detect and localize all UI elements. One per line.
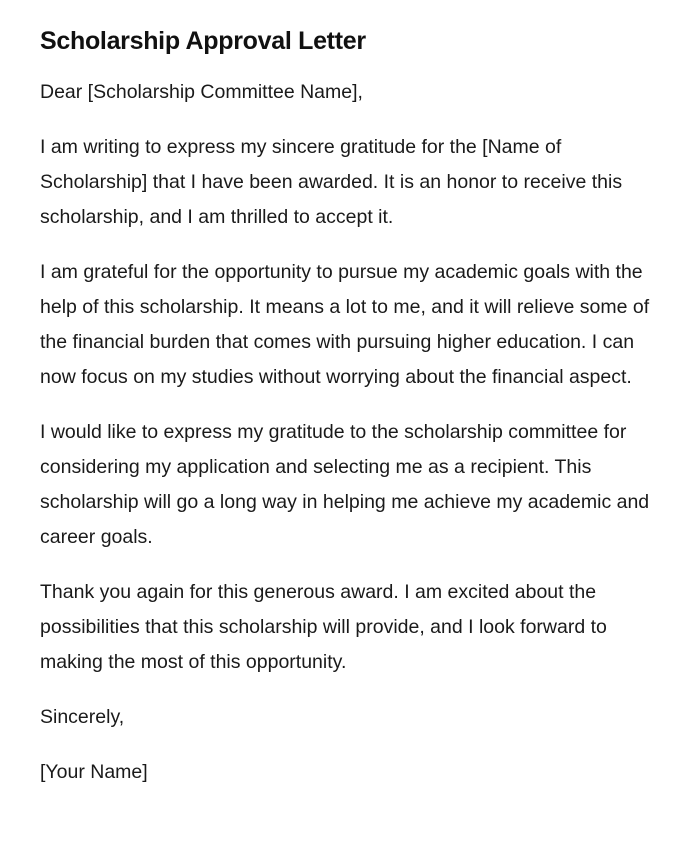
letter-paragraph-3: I would like to express my gratitude to the scholarship committee for considering my application and selecting me as a recipient. This scholarship will go a long way in helping me achieve my academic and career goals. bbox=[40, 421, 650, 548]
letter-salutation: Dear [Scholarship Committee Name], bbox=[40, 81, 363, 103]
letter-closing: Sincerely, bbox=[40, 706, 125, 728]
letter-paragraph-4: Thank you again for this generous award. I am excited about the possibilities that this scholarship will provide, and I look forward to making the most of this opportunity. bbox=[40, 581, 607, 673]
letter-paragraph-2: I am grateful for the opportunity to pursue my academic goals with the help of this scholarship. It means a lot to me, and it will relieve some of the financial burden that comes with pursuing higher education. I can now focus on my studies without worrying about the financial aspect. bbox=[40, 261, 650, 388]
letter-signature: [Your Name] bbox=[40, 761, 148, 783]
letter-title: Scholarship Approval Letter bbox=[40, 27, 366, 55]
letter-paragraph-1: I am writing to express my sincere gratitude for the [Name of Scholarship] that I have been awarded. It is an honor to receive this scholarship, and I am thrilled to accept it. bbox=[40, 136, 623, 228]
